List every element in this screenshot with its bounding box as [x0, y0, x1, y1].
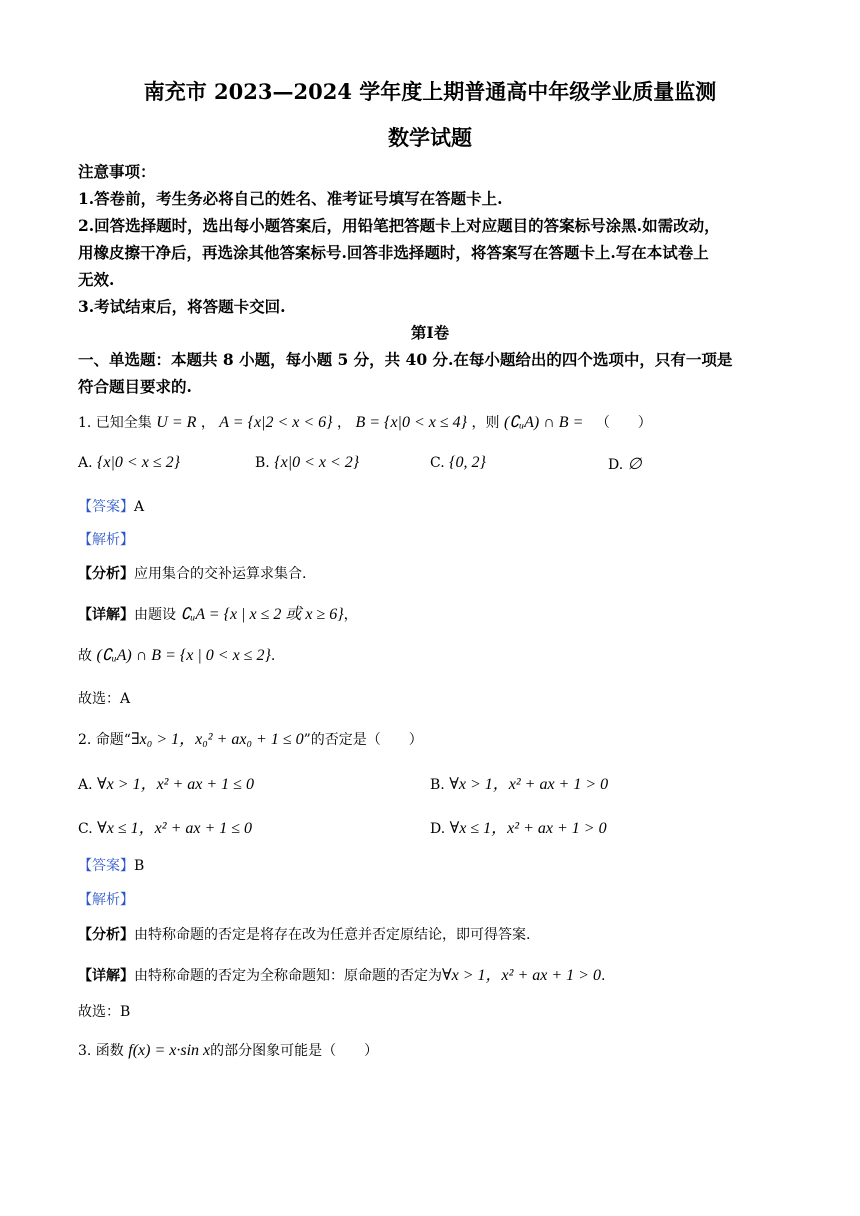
q3-stem-suffix: 的部分图象可能是（ ） [210, 1043, 379, 1059]
q2-analysis-tag: 【解析】 [78, 892, 134, 908]
notice-item-3: 3.考试结束后，将答题卡交回. [78, 297, 286, 316]
q2-detail-tag: 【详解】 [78, 968, 134, 984]
q1-answer [78, 496, 144, 516]
q1-choose-label: 故选： [78, 691, 120, 707]
q2-option-d-text: ∀x ≤ 1，x² + ax + 1 > 0 [449, 820, 607, 837]
notice-item-2-line-3: 无效. [78, 270, 115, 289]
q1-option-a [78, 454, 180, 472]
q1-option-d-label: D. [608, 457, 624, 473]
q2-answer-tag: 【答案】 [78, 858, 134, 874]
q2-fenxi-text: 由特称命题的否定是将存在改为任意并否定原结论，即可得答案. [134, 927, 531, 943]
q2-choose-value: B [120, 1004, 131, 1020]
q1-detail-1-prefix: 由题设 [134, 607, 176, 623]
q1-then: ，则 [471, 415, 500, 431]
q1-comma-2: ， [337, 415, 352, 431]
q2-analysis [78, 889, 134, 909]
q1-detail-2-prefix: 故 [78, 648, 92, 664]
q1-choose-value: A [120, 691, 131, 707]
q3-stem-prefix: 3. 函数 [78, 1043, 124, 1059]
q2-option-a-text: ∀x > 1，x² + ax + 1 ≤ 0 [97, 776, 254, 793]
q2-stem-prefix: 2. 命题“ [78, 732, 131, 748]
q2-option-b-label: B. [430, 777, 445, 793]
q1-detail-line-1 [78, 601, 358, 624]
q1-option-c [430, 454, 486, 472]
q1-option-b-label: B. [255, 455, 270, 471]
q1-option-c-label: C. [430, 455, 445, 471]
q1-detail-1-math: ∁ᵤA = {x | x ≤ 2 或 x ≥ 6} [180, 606, 344, 623]
q2-stem-math: ∃x₀ > 1，x₀² + ax₀ + 1 ≤ 0 [130, 731, 304, 748]
q1-option-a-text: {x|0 < x ≤ 2} [97, 454, 180, 471]
q1-detail-2-suffix: . [270, 648, 276, 664]
q2-stem [78, 726, 423, 749]
q1-choose [78, 688, 130, 708]
q1-analysis [78, 529, 134, 549]
q1-answer-tag: 【答案】 [78, 499, 134, 515]
q2-option-a-label: A. [78, 777, 93, 793]
q1-comma-1: ， [200, 415, 215, 431]
q2-option-c-label: C. [78, 821, 93, 837]
q1-fenxi-tag: 【分析】 [78, 566, 134, 582]
q3-stem-math: f(x) = x·sin x [128, 1042, 211, 1059]
q2-option-d [430, 815, 607, 838]
q1-detail-tag: 【详解】 [78, 607, 134, 623]
q1-option-a-label: A. [78, 455, 93, 471]
q2-choose-label: 故选： [78, 1004, 120, 1020]
q1-option-b [255, 454, 359, 472]
q1-detail-line-2 [78, 645, 275, 665]
q2-answer-value: B [134, 858, 145, 874]
q1-option-d-text: ∅ [627, 456, 642, 473]
q2-option-b [430, 771, 608, 794]
q1-fenxi [78, 563, 306, 583]
page-title: 南充市 2023—2024 学年度上期普通高中年级学业质量监测 [143, 79, 717, 104]
q2-option-d-label: D. [430, 821, 446, 837]
q2-option-c [78, 815, 252, 838]
page-subtitle: 数学试题 [388, 125, 472, 150]
q2-stem-suffix: ”的否定是（ ） [303, 732, 423, 748]
q1-option-c-text: {0, 2} [449, 454, 486, 471]
q1-stem-prefix: 1. 已知全集 [78, 415, 152, 431]
q1-analysis-tag: 【解析】 [78, 532, 134, 548]
q2-detail-prefix: 由特称命题的否定为全称命题知：原命题的否定为 [134, 968, 442, 984]
notice-item-1: 1.答卷前，考生务必将自己的姓名、准考证号填写在答题卡上. [78, 189, 503, 208]
notice-item-2-line-2: 用橡皮擦干净后，再选涂其他答案标号.回答非选择题时，将答案写在答题卡上.写在本试卷上 [78, 243, 709, 262]
q1-answer-bracket: （ ） [595, 415, 652, 431]
q2-option-c-text: ∀x ≤ 1，x² + ax + 1 ≤ 0 [97, 820, 253, 837]
q1-detail-2-math: (∁ᵤA) ∩ B = {x | 0 < x ≤ 2} [96, 647, 271, 664]
q1-detail-1-suffix: ， [343, 607, 358, 623]
section-heading-line-2: 符合题目要求的. [78, 377, 192, 396]
q2-detail-suffix: . [600, 968, 606, 984]
notice-item-2-line-1: 2.回答选择题时，选出每小题答案后，用铅笔把答题卡上对应题目的答案标号涂黑.如需改动， [78, 216, 720, 235]
q1-stem [78, 412, 652, 432]
q1-fenxi-text: 应用集合的交补运算求集合. [134, 566, 307, 582]
q2-choose [78, 1001, 130, 1021]
q1-set-a: A = {x|2 < x < 6} [219, 414, 333, 431]
q1-expression: (∁ᵤA) ∩ B = [503, 414, 584, 431]
q2-fenxi-tag: 【分析】 [78, 927, 134, 943]
q1-option-d [608, 454, 642, 474]
q2-detail-math: ∀x > 1，x² + ax + 1 > 0 [442, 967, 601, 984]
q1-universal-set: U = R [156, 414, 197, 431]
q1-answer-value: A [134, 499, 145, 515]
q2-fenxi [78, 924, 530, 944]
q2-detail [78, 962, 605, 985]
q2-option-a [78, 771, 254, 794]
notice-heading: 注意事项： [78, 162, 156, 181]
q3-stem [78, 1040, 378, 1060]
q1-set-b: B = {x|0 < x ≤ 4} [355, 414, 468, 431]
q2-option-b-text: ∀x > 1，x² + ax + 1 > 0 [449, 776, 609, 793]
section-heading-line-1: 一、单选题：本题共 8 小题，每小题 5 分，共 40 分.在每小题给出的四个选项中，只有一项是 [78, 350, 733, 369]
q2-answer [78, 855, 144, 875]
q1-option-b-text: {x|0 < x < 2} [274, 454, 360, 471]
volume-label: 第Ⅰ卷 [410, 323, 450, 342]
